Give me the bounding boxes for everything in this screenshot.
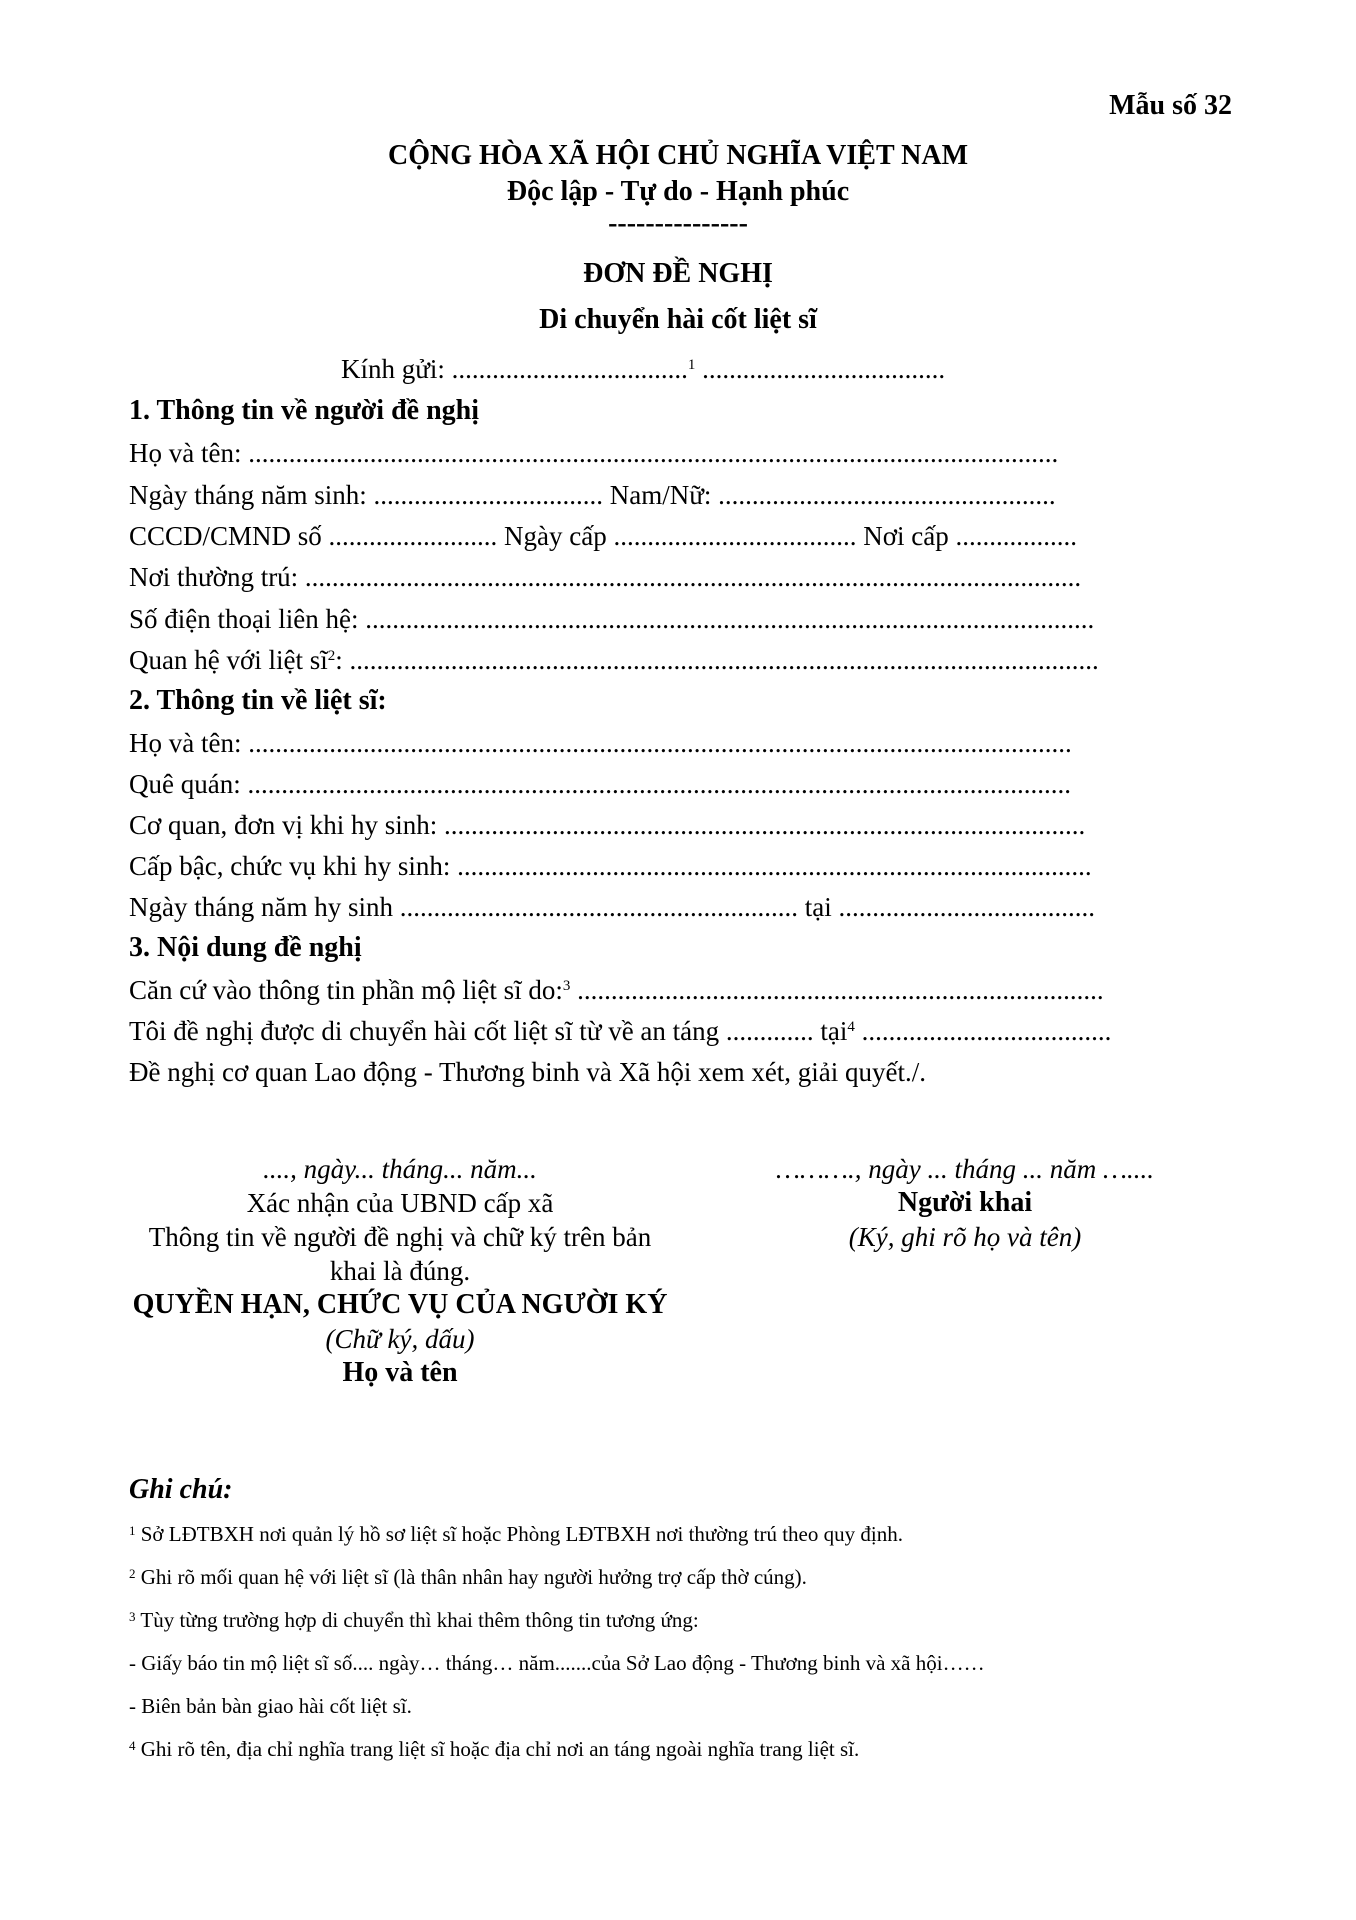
footnote-ref-3: 3 — [562, 978, 571, 994]
field-martyr-hometown: Quê quán: .......................................................................................................................... — [129, 769, 1071, 799]
form-number: Mẫu số 32 — [1109, 90, 1232, 121]
note-text: Sở LĐTBXH nơi quản lý hồ sơ liệt sĩ hoặc Phòng LĐTBXH nơi thường trú theo quy định. — [135, 1522, 903, 1546]
grave-info-rest: .............................................................................. — [570, 975, 1104, 1005]
grave-info-label: Căn cứ vào thông tin phần mộ liệt sĩ do: — [129, 975, 563, 1005]
notes-heading: Ghi chú: — [129, 1474, 233, 1505]
note-ref: 3 — [129, 1609, 136, 1624]
field-martyr-rank: Cấp bậc, chức vụ khi hy sinh: .............................................................................................. — [129, 851, 1092, 881]
field-applicant-phone: Số điện thoại liên hệ: ............................................................................................................ — [129, 604, 1095, 634]
relation-label: Quan hệ với liệt sĩ — [129, 645, 328, 675]
note-text: Ghi rõ tên, địa chỉ nghĩa trang liệt sĩ hoặc địa chỉ nơi an táng ngoài nghĩa trang liệt sĩ. — [135, 1737, 860, 1761]
note-ref: 1 — [129, 1523, 136, 1538]
commune-confirmation: Xác nhận của UBND cấp xã — [246, 1188, 554, 1218]
commune-sign-note: (Chữ ký, dấu) — [325, 1324, 475, 1354]
field-applicant-residence: Nơi thường trú: ................................................................................................................... — [129, 562, 1082, 592]
note-ref: 4 — [129, 1738, 136, 1753]
field-relocation-request — [129, 1014, 1111, 1048]
field-martyr-death: Ngày tháng năm hy sinh ........................................................... tại ...................................... — [129, 892, 1095, 922]
field-applicant-relation — [129, 643, 1099, 677]
commune-date: ...., ngày... tháng... năm... — [263, 1154, 537, 1184]
signature-block-applicant — [700, 1152, 1230, 1254]
section-3-heading: 3. Nội dung đề nghị — [129, 932, 362, 963]
field-martyr-name: Họ và tên: .......................................................................................................................... — [129, 728, 1072, 758]
section-2-heading: 2. Thông tin về liệt sĩ: — [129, 685, 387, 716]
footnote-ref-2: 2 — [327, 648, 336, 664]
applicant-sign-note: (Ký, ghi rõ họ và tên) — [848, 1222, 1082, 1252]
note-text: Tùy từng trường hợp di chuyển thì khai thêm thông tin tương ứng: — [135, 1608, 699, 1632]
request-closing: Đề nghị cơ quan Lao động - Thương binh và Xã hội xem xét, giải quyết./. — [129, 1057, 927, 1087]
applicant-date: ………., ngày ... tháng ... năm ….... — [775, 1154, 1154, 1184]
note-item-1 — [129, 1520, 903, 1548]
field-applicant-id: CCCD/CMND số ......................... Ngày cấp .................................... Nơi cấp .................. — [129, 521, 1077, 551]
note-text: - Giấy báo tin mộ liệt sĩ số.... ngày… tháng… năm.......của Sở Lao động - Thương binh và xã hội…… — [129, 1651, 985, 1675]
document-subtitle: Di chuyển hài cốt liệt sĩ — [539, 304, 817, 335]
field-grave-info — [129, 973, 1104, 1007]
note-ref: 2 — [129, 1566, 136, 1581]
note-item-5 — [129, 1692, 412, 1720]
field-martyr-unit: Cơ quan, đơn vị khi hy sinh: ............................................................................................... — [129, 810, 1086, 840]
recipient-rest: .................................... — [695, 354, 946, 384]
section-1-heading: 1. Thông tin về người đề nghị — [129, 395, 479, 426]
commune-signer-name: Họ và tên — [342, 1357, 458, 1388]
header-divider: --------------- — [608, 208, 748, 239]
commune-statement: Thông tin về người đề nghị và chữ ký trên bản khai là đúng. — [148, 1222, 652, 1286]
footnote-ref-1: 1 — [687, 357, 696, 373]
relocation-rest: ..................................... — [854, 1016, 1112, 1046]
signer-authority: QUYỀN HẠN, CHỨC VỤ CỦA NGƯỜI KÝ — [132, 1289, 668, 1320]
relation-rest: : ............................................................................................................... — [335, 645, 1099, 675]
footnote-ref-4: 4 — [847, 1019, 855, 1035]
note-item-4 — [129, 1649, 985, 1677]
applicant-role: Người khai — [897, 1187, 1033, 1218]
note-text: Ghi rõ mối quan hệ với liệt sĩ (là thân nhân hay người hưởng trợ cấp thờ cúng). — [135, 1565, 807, 1589]
recipient-line — [341, 352, 945, 386]
note-item-6 — [129, 1735, 859, 1763]
recipient-label: Kính gửi: ................................... — [341, 354, 688, 384]
document-title: ĐƠN ĐỀ NGHỊ — [583, 258, 773, 289]
note-text: - Biên bản bàn giao hài cốt liệt sĩ. — [129, 1694, 412, 1718]
field-applicant-name: Họ và tên: ........................................................................................................................ — [129, 438, 1059, 468]
note-item-2 — [129, 1563, 807, 1591]
country-name: CỘNG HÒA XÃ HỘI CHỦ NGHĨA VIỆT NAM — [387, 140, 969, 171]
national-motto: Độc lập - Tự do - Hạnh phúc — [506, 176, 850, 207]
signature-block-commune — [120, 1152, 680, 1390]
note-item-3 — [129, 1606, 699, 1634]
field-applicant-birth-gender: Ngày tháng năm sinh: .................................. Nam/Nữ: .................................................. — [129, 480, 1056, 510]
relocation-label: Tôi đề nghị được di chuyển hài cốt liệt sĩ từ về an táng ............. tại — [129, 1016, 848, 1046]
